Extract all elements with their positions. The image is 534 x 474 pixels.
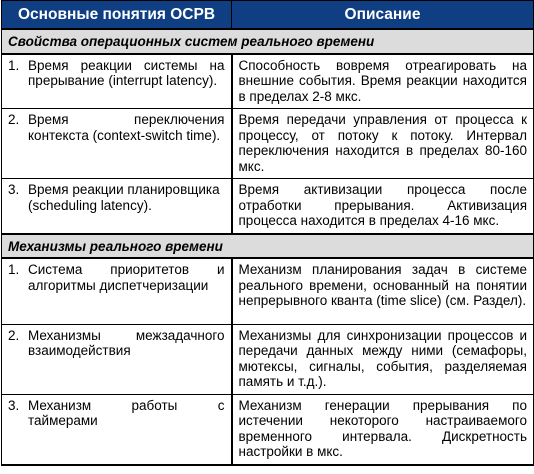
table-row [2, 258, 534, 324]
description-cell: Время передачи управления от процесса к процессу, от потоку к потоку. Интервал переключения находится в пределах 80-160 мкс. [232, 109, 534, 179]
concept-text: Система приоритетов и алгоритмы диспетчеризации [28, 262, 225, 293]
header-description: Описание [232, 1, 534, 30]
header-concepts: Основные понятия ОСРВ [2, 1, 232, 30]
table-row [2, 394, 534, 465]
description-cell: Механизм генерации прерывания по истечении некоторого настраиваемого временного интервала. Дискретность настройки в мкс. [232, 394, 534, 465]
concept-text: Механизм работы с таймерами [28, 397, 225, 428]
item-number: 3. [8, 397, 20, 413]
description-cell: Время активизации процесса после отработки прерывания. Активизация процесса находится в пределах 4-16 мкс. [232, 179, 534, 234]
concept-text: Время реакции планировщика (scheduling latency). [28, 182, 220, 213]
section-title: Механизмы реального времени [2, 234, 534, 259]
description-cell: Механизм планирования задач в системе реального времени, основанный на понятии непрерывного кванта (time slice) (см. Раздел). [232, 258, 534, 324]
table-row [2, 109, 534, 179]
description-cell: Механизмы для синхронизации процессов и передачи данных между ними (семафоры, мютексы, сигналы, события, разделяемая память и т.д.). [232, 324, 534, 394]
ortos-concepts-table [1, 0, 534, 466]
item-number: 1. [8, 57, 20, 73]
item-number: 2. [8, 112, 20, 127]
concept-cell [2, 394, 232, 465]
concept-text: Время реакции системы на прерывание (interrupt latency). [28, 57, 225, 88]
table-header-row [2, 1, 534, 30]
concept-cell [2, 54, 232, 109]
concept-cell [2, 258, 232, 324]
concept-cell [2, 109, 232, 179]
concept-cell [2, 179, 232, 234]
item-number: 3. [8, 182, 20, 197]
section-row [2, 29, 534, 54]
table-row [2, 179, 534, 234]
description-cell: Способность вовремя отреагировать на внешние события. Время реакции находится в пределах 2-8 мкс. [232, 54, 534, 109]
table-row [2, 324, 534, 394]
item-number: 1. [8, 262, 20, 277]
section-title: Свойства операционных систем реального времени [2, 29, 534, 54]
section-row [2, 234, 534, 259]
table-row [2, 54, 534, 109]
concept-text: Механизмы межзадачного взаимодействия [28, 327, 225, 358]
concept-text: Время переключения контекста (context-switch time). [28, 112, 225, 143]
concept-cell [2, 324, 232, 394]
item-number: 2. [8, 327, 20, 343]
